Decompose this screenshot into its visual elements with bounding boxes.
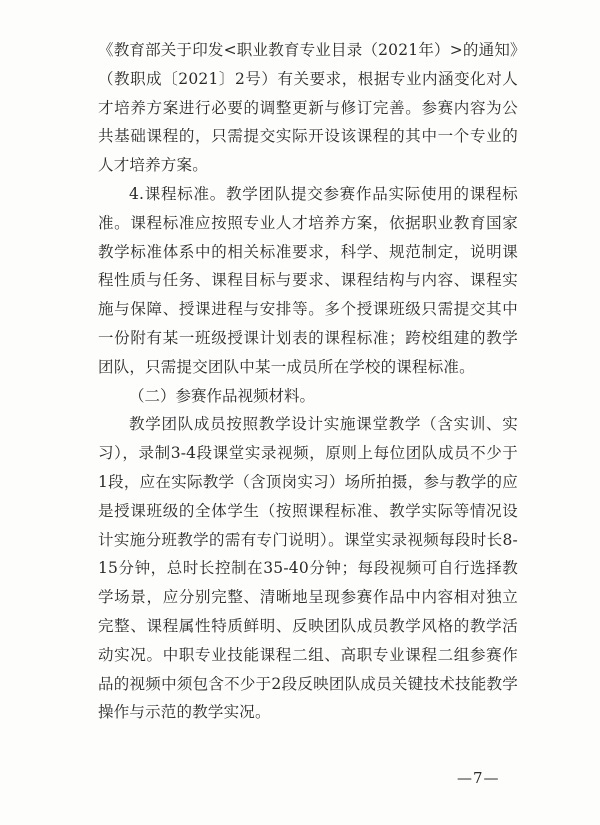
document-body xyxy=(98,36,518,727)
paragraph-video-requirements: 教学团队成员按照教学设计实施课堂教学（含实训、实习），录制3-4段课堂实录视频，原则上每位团队成员不少于1段，应在实际教学（含顶岗实习）场所拍摄，参与教学的应是授课班级的全体学生（按照课程标准、教学实际等情况设计实施分班教学的需有专门说明）。课堂实录视频每段时长8-15分钟，总时长控制在35-40分钟；每段视频可自行选择教学场景，应分别完整、清晰地呈现参赛作品中内容相对独立完整、课程属性特质鲜明、反映团队成员教学风格的教学活动实况。中职专业技能课程二组、高职专业课程二组参赛作品的视频中须包含不少于2段反映团队成员关键技术技能教学操作与示范的教学实况。 xyxy=(98,415,518,722)
section-heading-video-materials: （二）参赛作品视频材料。 xyxy=(129,386,316,405)
paragraph-training-plan-continued: 《教育部关于印发<职业教育专业目录（2021年）>的通知》（教职成〔2021〕2号）有关要求，根据专业内涵变化对人才培养方案进行必要的调整更新与修订完善。参赛内容为公共基础课程的，只需提交实际开设该课程的其中一个专业的人才培养方案。 xyxy=(98,41,518,175)
page-number: —7— xyxy=(457,769,500,787)
paragraph-course-standard: 4.课程标准。教学团队提交参赛作品实际使用的课程标准。课程标准应按照专业人才培养方案，依据职业教育国家教学标准体系中的相关标准要求，科学、规范制定，说明课程性质与任务、课程目标与要求、课程结构与内容、课程实施与保障、授课进程与安排等。多个授课班级只需提交其中一份附有某一班级授课计划表的课程标准；跨校组建的教学团队，只需提交团队中某一成员所在学校的课程标准。 xyxy=(98,184,518,376)
